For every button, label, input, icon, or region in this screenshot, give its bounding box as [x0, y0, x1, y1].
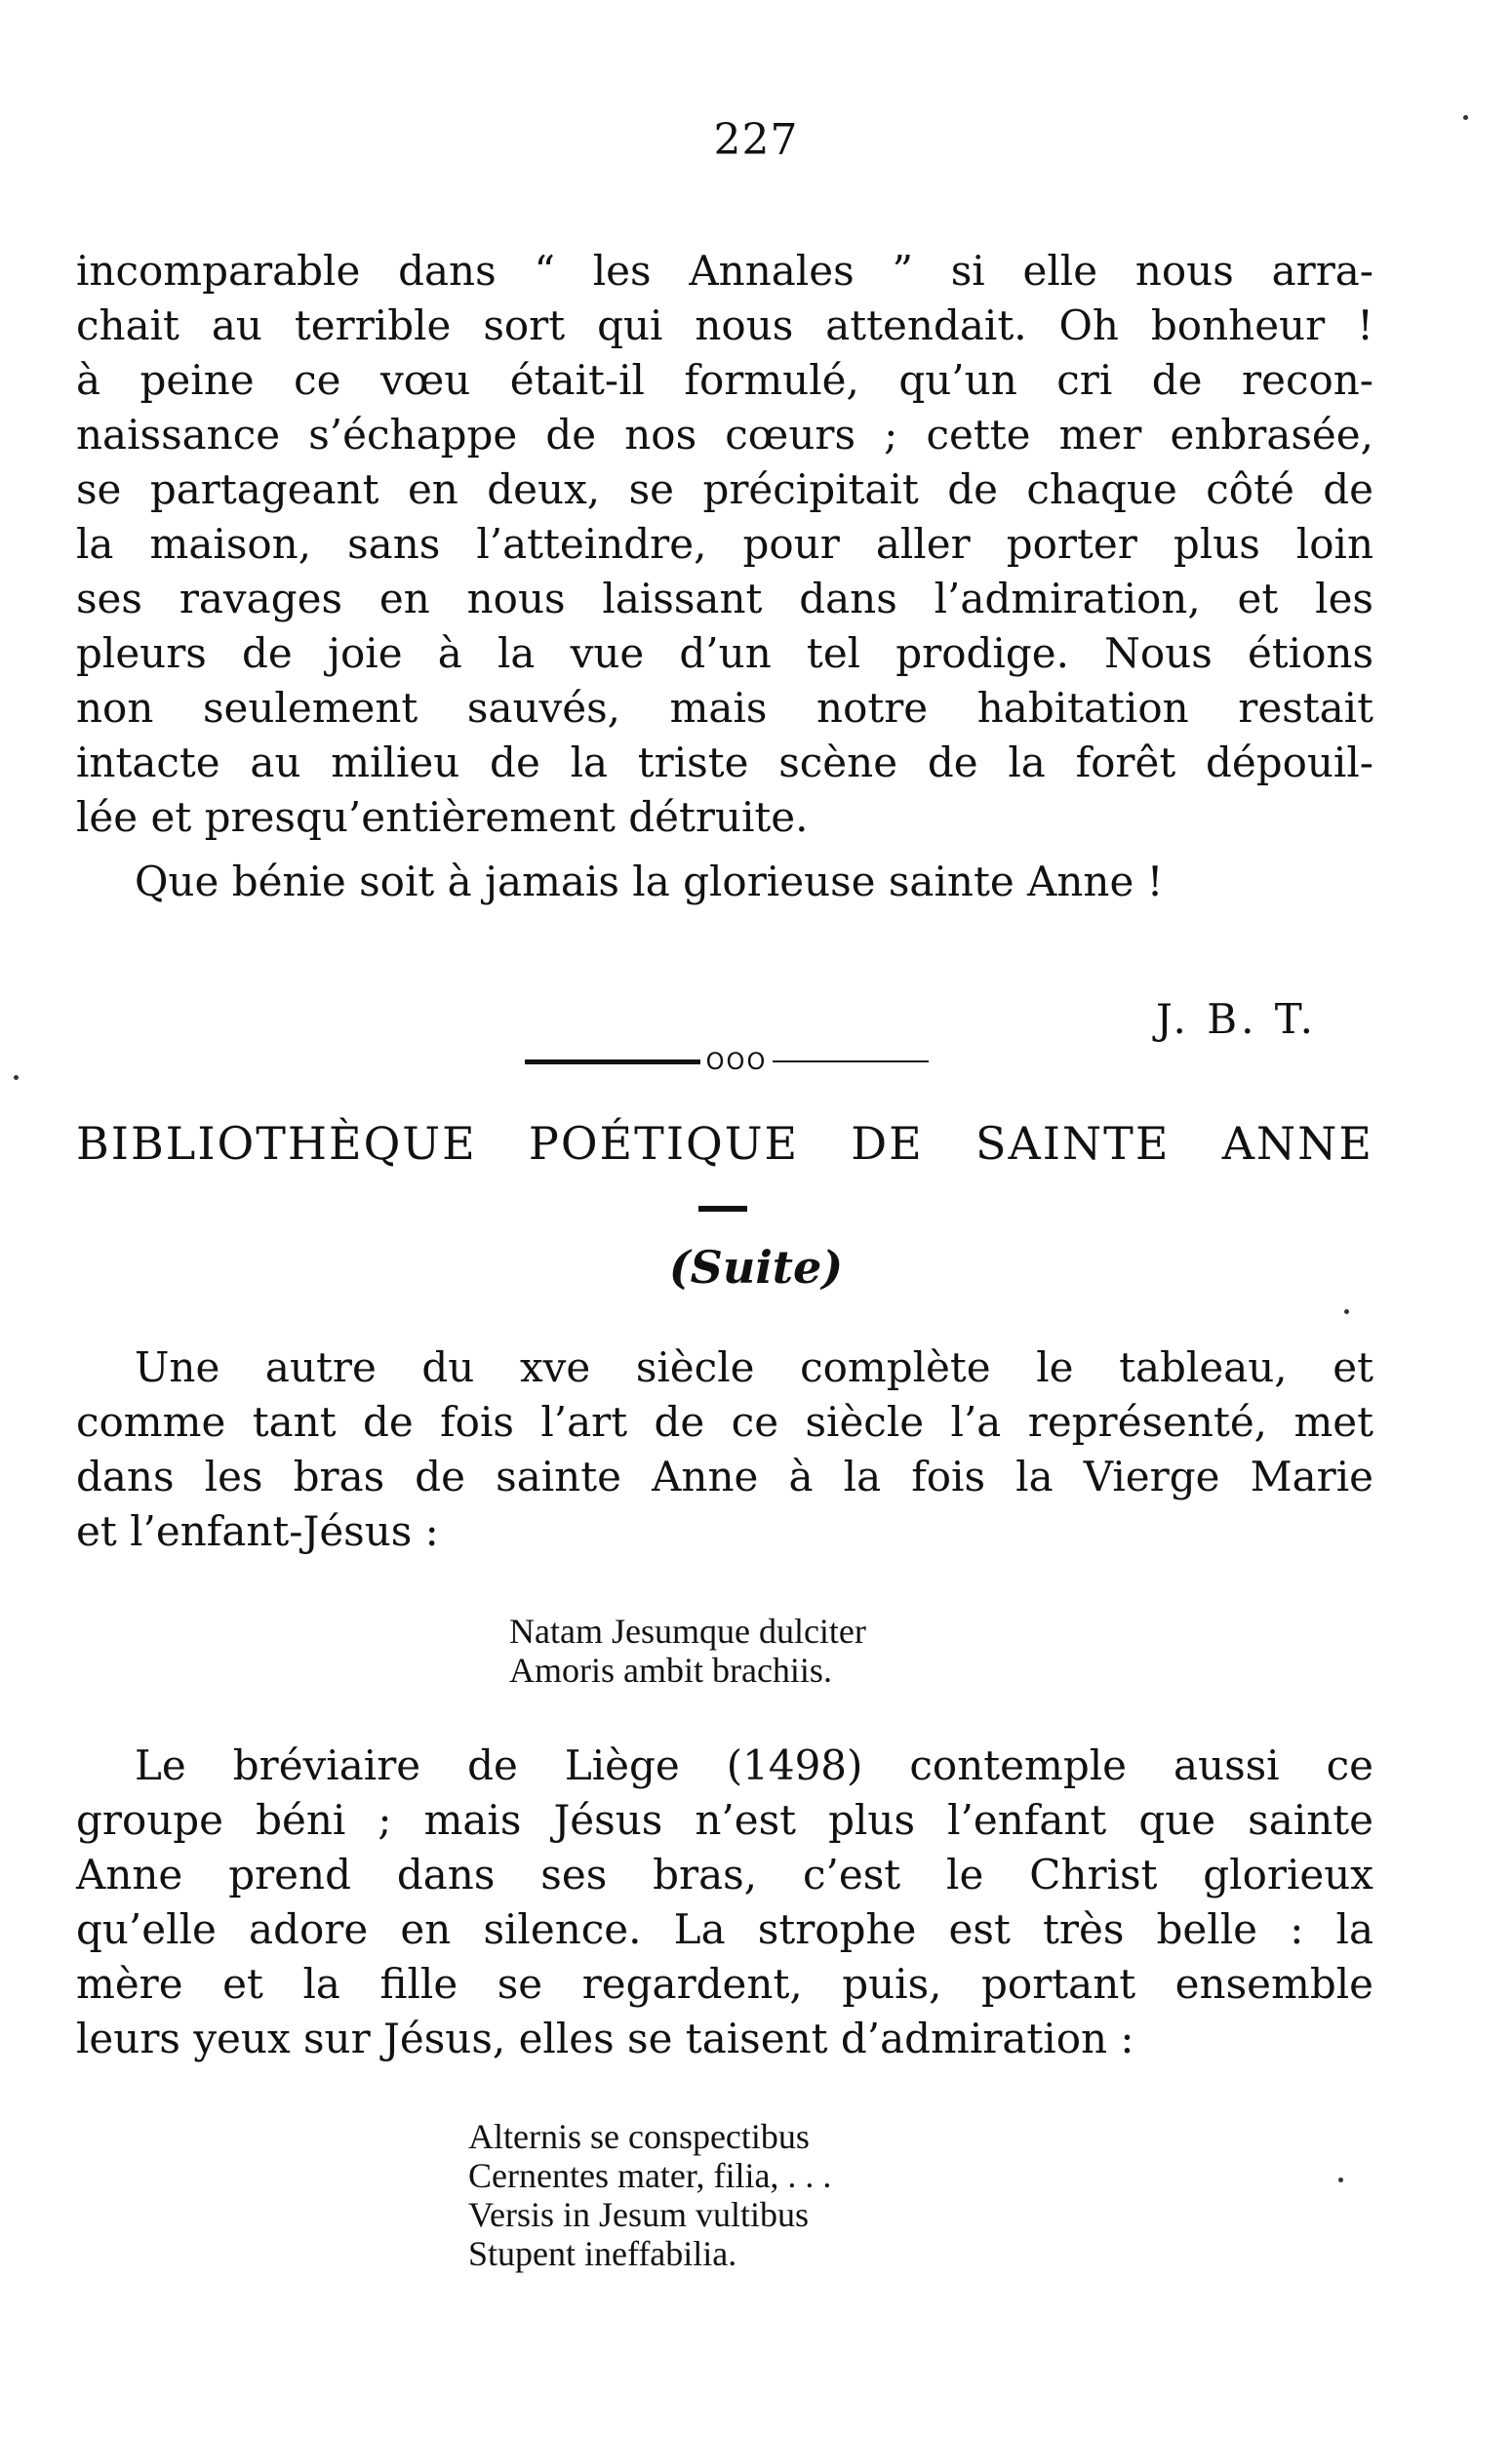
text-line: qu’elle adore en silence. La strophe est très belle : la	[76, 1905, 1373, 1953]
text-line: intacte au milieu de la triste scène de la forêt dépouil-	[76, 739, 1373, 786]
text-line: et l’enfant-Jésus :	[76, 1507, 439, 1555]
text-line: incomparable dans “ les Annales ” si elle nous arra-	[76, 247, 1373, 295]
text-line: lée et presqu’entièrement détruite.	[76, 793, 809, 841]
signature: J. B. T.	[1155, 995, 1317, 1043]
verse-line: Stupent ineffabilia.	[468, 2234, 737, 2273]
separator-rule-left	[525, 1059, 700, 1064]
text-line: leurs yeux sur Jésus, elles se taisent d’admiration :	[76, 2015, 1134, 2062]
text-line: Le bréviaire de Liège (1498) contemple aussi ce	[135, 1741, 1373, 1789]
scan-speck	[1338, 2178, 1343, 2182]
scan-speck	[1463, 115, 1468, 120]
text-line: la maison, sans l’atteindre, pour aller porter plus loin	[76, 520, 1373, 568]
text-line: naissance s’échappe de nos cœurs ; cette mer enbrasée,	[76, 411, 1373, 459]
text-line: groupe béni ; mais Jésus n’est plus l’enfant que sainte	[76, 1796, 1373, 1844]
verse-line: Amoris ambit brachiis.	[509, 1651, 832, 1690]
text-line: chait au terrible sort qui nous attendait. Oh bonheur !	[76, 301, 1373, 349]
verse-line: Cernentes mater, filia, . . .	[468, 2156, 832, 2195]
text-line: comme tant de fois l’art de ce siècle l’a représenté, met	[76, 1398, 1373, 1446]
text-line: à peine ce vœu était-il formulé, qu’un cri de recon-	[76, 356, 1373, 404]
text-line: Une autre du xve siècle complète le tableau, et	[135, 1343, 1373, 1391]
separator-ornament: OOO	[705, 1048, 768, 1075]
verse-line: Natam Jesumque dulciter	[509, 1612, 866, 1651]
text-line: pleurs de joie à la vue d’un tel prodige. Nous étions	[76, 629, 1373, 677]
closing-line: Que bénie soit à jamais la glorieuse sainte Anne !	[135, 858, 1164, 905]
verse-line: Alternis se conspectibus	[468, 2117, 810, 2156]
scan-speck	[1344, 1309, 1349, 1314]
text-line: Anne prend dans ses bras, c’est le Christ glorieux	[76, 1851, 1373, 1898]
title-rule	[698, 1206, 747, 1212]
text-line: se partageant en deux, se précipitait de chaque côté de	[76, 465, 1373, 513]
separator-rule-right	[773, 1060, 929, 1062]
text-line: ses ravages en nous laissant dans l’admiration, et les	[76, 575, 1373, 622]
section-subtitle: (Suite)	[668, 1241, 844, 1294]
text-line: dans les bras de sainte Anne à la fois la Vierge Marie	[76, 1453, 1373, 1500]
scan-speck	[14, 1075, 19, 1080]
verse-line: Versis in Jesum vultibus	[468, 2195, 810, 2234]
page-number: 227	[713, 115, 799, 165]
section-title: BIBLIOTHÈQUE POÉTIQUE DE SAINTE ANNE	[76, 1117, 1373, 1170]
section-separator	[517, 1042, 936, 1081]
text-line: non seulement sauvés, mais notre habitation restait	[76, 684, 1373, 732]
text-line: mère et la fille se regardent, puis, portant ensemble	[76, 1960, 1373, 2008]
